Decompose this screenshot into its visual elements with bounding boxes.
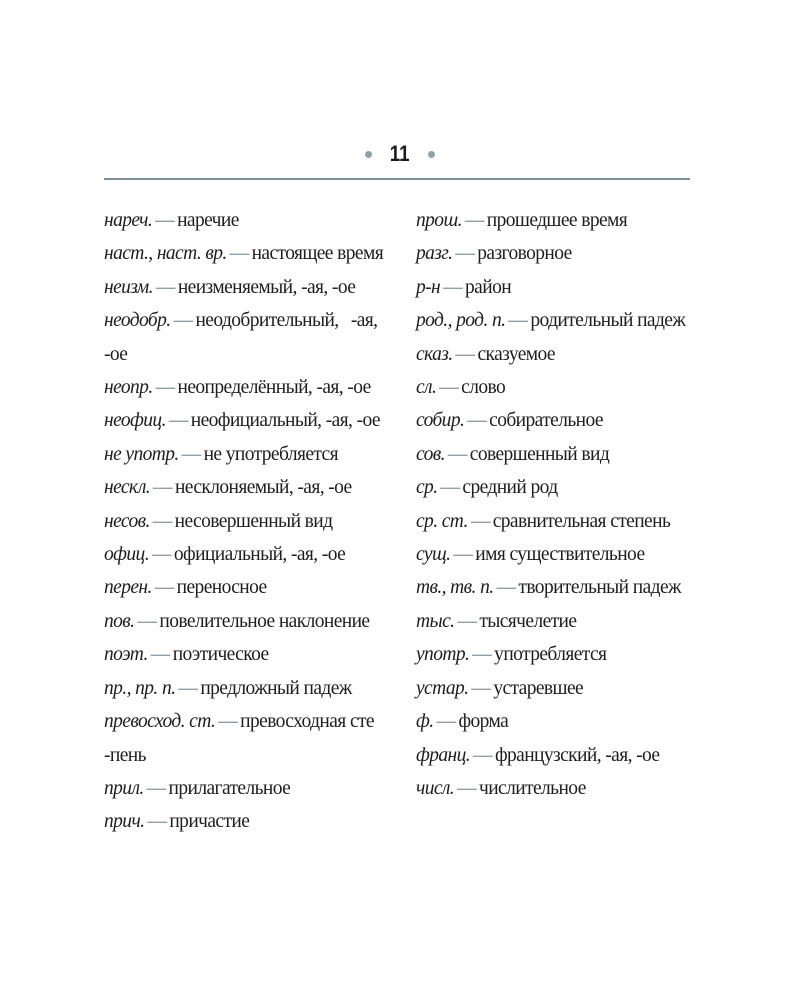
abbreviation: неопр. xyxy=(104,377,153,399)
definition: числительное xyxy=(479,777,586,799)
definition: слово xyxy=(461,377,506,399)
separator-dash: — xyxy=(439,377,459,399)
entry-tv xyxy=(416,571,706,604)
abbreviation: числ. xyxy=(416,777,455,799)
entry-razg xyxy=(416,237,706,270)
separator-dash: — xyxy=(173,310,193,332)
separator-dash: — xyxy=(137,610,157,632)
abbreviation: тв., тв. п. xyxy=(416,577,494,599)
abbreviation: прил. xyxy=(104,777,144,799)
separator-dash: — xyxy=(457,777,476,799)
entry-nesov xyxy=(104,505,394,538)
separator-dash: — xyxy=(471,677,491,699)
abbreviation: прич. xyxy=(104,811,145,833)
separator-dash: — xyxy=(467,410,487,432)
definition: прилагательное xyxy=(168,777,291,799)
abbreviation: тыс. xyxy=(416,610,455,632)
definition: совершенный вид xyxy=(469,443,610,465)
entry-upotr xyxy=(416,638,706,671)
separator-dash: — xyxy=(455,243,475,265)
definition: район xyxy=(465,276,512,298)
abbreviation: разг. xyxy=(416,243,453,265)
entry-frants xyxy=(416,739,706,772)
definition: неопределённый, -ая, -ое xyxy=(177,377,371,399)
separator-dash: — xyxy=(472,644,492,666)
entry-prevoskhod xyxy=(104,705,376,772)
separator-dash: — xyxy=(181,443,201,465)
left-bullet xyxy=(365,151,372,158)
separator-dash: — xyxy=(147,811,167,833)
separator-dash: — xyxy=(151,544,171,566)
definition: сказуемое xyxy=(477,343,555,365)
entry-ofits xyxy=(104,538,394,571)
definition: творительный падеж xyxy=(518,577,681,599)
abbreviation: род., род. п. xyxy=(416,310,506,332)
definition: неизменяемый, -ая, -ое xyxy=(177,276,356,298)
entry-peren xyxy=(104,571,394,604)
entry-prich xyxy=(104,805,394,838)
separator-dash: — xyxy=(508,310,528,332)
entry-neopr xyxy=(104,371,394,404)
abbreviation: пр., пр. п. xyxy=(104,677,176,699)
abbreviation: прош. xyxy=(416,210,462,231)
entry-poet xyxy=(104,638,394,671)
abbreviation: франц. xyxy=(416,744,471,766)
definition: официальный, -ая, -ое xyxy=(173,544,346,566)
separator-dash: — xyxy=(443,276,463,298)
definition: средний род xyxy=(462,477,558,499)
separator-dash: — xyxy=(457,610,477,632)
entry-r-n xyxy=(416,271,706,304)
separator-dash: — xyxy=(496,577,516,599)
abbreviation: ср. xyxy=(416,477,438,499)
entry-ne-upotr xyxy=(104,438,394,471)
abbreviation: собир. xyxy=(416,410,465,432)
separator-dash: — xyxy=(473,744,492,766)
definition: не употребляется xyxy=(203,443,338,465)
separator-dash: — xyxy=(168,410,188,432)
separator-dash: — xyxy=(155,377,175,399)
definition: несовершенный вид xyxy=(174,510,333,532)
definition: переносное xyxy=(176,577,267,599)
separator-dash: — xyxy=(453,544,473,566)
abbreviation: ф. xyxy=(416,711,434,733)
entry-skaz xyxy=(416,338,706,371)
separator-dash: — xyxy=(153,477,172,499)
definition: превосходная сте-пень xyxy=(104,711,374,766)
abbreviation: ср. ст. xyxy=(416,510,468,532)
separator-dash: — xyxy=(440,477,460,499)
entry-pr xyxy=(104,672,394,705)
entry-sl xyxy=(416,371,706,404)
abbreviation: р-н xyxy=(416,276,441,298)
definition: причастие xyxy=(169,811,250,833)
entry-pov xyxy=(104,605,394,638)
definition: разговорное xyxy=(477,243,572,265)
separator-dash: — xyxy=(229,243,249,265)
separator-dash: — xyxy=(150,644,170,666)
page-header xyxy=(0,138,800,170)
separator-dash: — xyxy=(218,711,238,733)
abbreviation: нареч. xyxy=(104,210,153,231)
entry-sushch xyxy=(416,538,706,571)
definition: французский, -ая, -ое xyxy=(494,744,660,766)
separator-dash: — xyxy=(152,510,172,532)
separator-dash: — xyxy=(447,443,467,465)
definition: форма xyxy=(458,711,509,733)
separator-dash: — xyxy=(464,210,484,231)
abbreviation: устар. xyxy=(416,677,469,699)
abbreviation: превосход. ст. xyxy=(104,711,216,733)
entry-prosh xyxy=(416,204,706,237)
abbreviation: неизм. xyxy=(104,276,153,298)
entry-neodobr xyxy=(104,304,380,371)
entry-sr xyxy=(416,471,706,504)
separator-dash: — xyxy=(455,343,475,365)
entry-rod xyxy=(416,304,706,337)
definition: собирательное xyxy=(489,410,603,432)
entry-tys xyxy=(416,605,706,638)
separator-dash: — xyxy=(146,777,166,799)
abbreviation: сл. xyxy=(416,377,437,399)
definition: родительный падеж xyxy=(530,310,686,332)
abbreviation: не употр. xyxy=(104,443,179,465)
abbreviation: употр. xyxy=(416,644,470,666)
entry-f xyxy=(416,705,706,738)
abbreviation: перен. xyxy=(104,577,152,599)
entry-sov xyxy=(416,438,706,471)
definition: тысячелетие xyxy=(479,610,577,632)
abbreviation: сказ. xyxy=(416,343,453,365)
abbreviation: пов. xyxy=(104,610,135,632)
definition: сравнительная степень xyxy=(492,510,671,532)
abbreviation-list-left xyxy=(104,204,394,839)
abbreviation: сов. xyxy=(416,443,445,465)
entry-neskl xyxy=(104,471,394,504)
header-rule xyxy=(104,178,690,180)
definition: настоящее время xyxy=(251,243,384,265)
entry-pril xyxy=(104,772,394,805)
entry-ustar xyxy=(416,672,706,705)
definition: неодобрительный, -ая, -ое xyxy=(104,310,378,365)
definition: употребляется xyxy=(494,644,607,666)
entry-nast xyxy=(104,237,394,270)
definition: имя существительное xyxy=(475,544,645,566)
abbreviation-list-right xyxy=(416,204,706,805)
definition: поэтическое xyxy=(172,644,269,666)
separator-dash: — xyxy=(154,577,174,599)
page-number: 11 xyxy=(390,141,410,166)
separator-dash: — xyxy=(178,677,198,699)
definition: предложный падеж xyxy=(200,677,352,699)
definition: устаревшее xyxy=(493,677,584,699)
definition: неофициальный, -ая, -ое xyxy=(190,410,380,432)
entry-sr-st xyxy=(416,505,706,538)
abbreviation: сущ. xyxy=(416,544,451,566)
entry-neizm xyxy=(104,271,394,304)
entry-chisl xyxy=(416,772,706,805)
abbreviation: наст., наст. вр. xyxy=(104,243,227,265)
separator-dash: — xyxy=(470,510,490,532)
abbreviation: неофиц. xyxy=(104,410,166,432)
separator-dash: — xyxy=(436,711,456,733)
entry-narech xyxy=(104,204,394,237)
abbreviation: нескл. xyxy=(104,477,151,499)
definition: несклоняемый, -ая, -ое xyxy=(174,477,352,499)
separator-dash: — xyxy=(155,210,175,231)
definition: прошедшее время xyxy=(486,210,628,231)
entry-sobir xyxy=(416,404,706,437)
right-bullet xyxy=(428,151,435,158)
abbreviation: офиц. xyxy=(104,544,149,566)
abbreviation: поэт. xyxy=(104,644,148,666)
definition: наречие xyxy=(177,210,239,231)
abbreviation: неодобр. xyxy=(104,310,171,332)
definition: повелительное наклонение xyxy=(159,610,370,632)
separator-dash: — xyxy=(155,276,175,298)
abbreviation: несов. xyxy=(104,510,150,532)
entry-neofits xyxy=(104,404,394,437)
